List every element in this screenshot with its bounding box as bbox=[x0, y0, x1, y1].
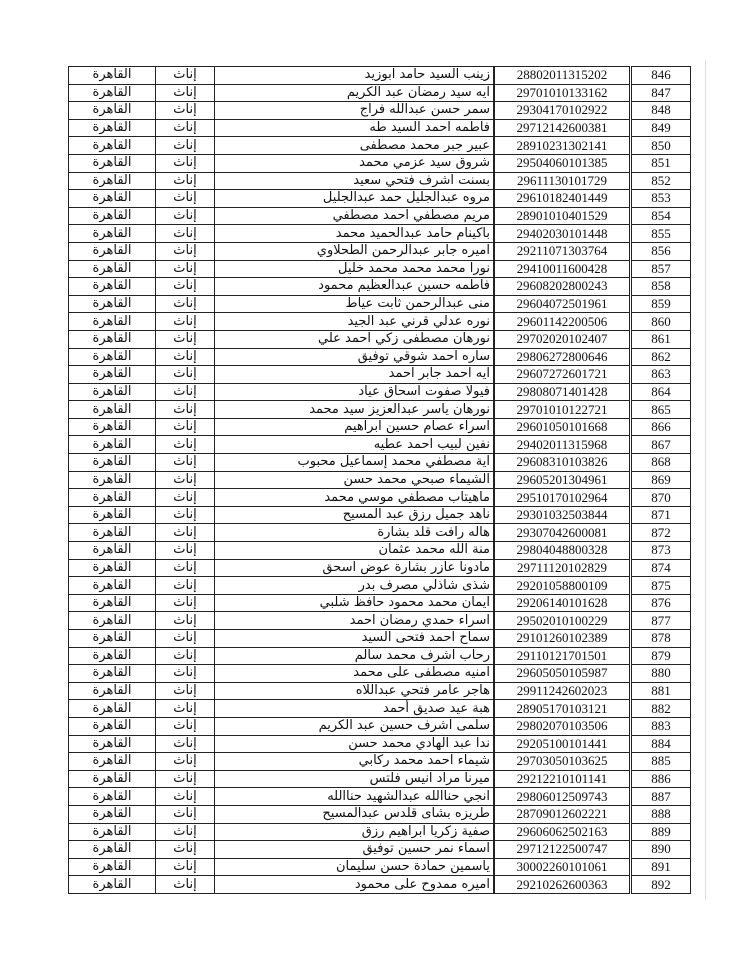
governorate-cell: القاهرة bbox=[69, 366, 156, 384]
name-cell: ساره احمد شوقي توفيق bbox=[215, 348, 495, 366]
name-cell: باكينام حامد عبدالحميد محمد bbox=[215, 225, 495, 243]
national-id-cell: 29510170102964 bbox=[494, 489, 631, 507]
gender-cell: إناث bbox=[156, 665, 215, 683]
national-id-cell: 29605050105987 bbox=[494, 665, 631, 683]
national-id-cell: 30002260101061 bbox=[494, 858, 631, 876]
table-row bbox=[69, 577, 691, 595]
governorate-cell: القاهرة bbox=[69, 700, 156, 718]
table-row bbox=[69, 805, 691, 823]
national-id-cell: 29201058800109 bbox=[494, 577, 631, 595]
gender-cell: إناث bbox=[156, 489, 215, 507]
governorate-cell: القاهرة bbox=[69, 630, 156, 648]
governorate-cell: القاهرة bbox=[69, 207, 156, 225]
name-cell: شروق سيد عزمي محمد bbox=[215, 154, 495, 172]
gender-cell: إناث bbox=[156, 717, 215, 735]
name-cell: اميره ممدوح على محمود bbox=[215, 876, 495, 894]
national-id-cell: 29402011315968 bbox=[494, 436, 631, 454]
governorate-cell: القاهرة bbox=[69, 137, 156, 155]
gender-cell: إناث bbox=[156, 330, 215, 348]
name-cell: ندا عبد الهادي محمد حسن bbox=[215, 735, 495, 753]
table-row bbox=[69, 401, 691, 419]
table-row bbox=[69, 190, 691, 208]
gender-cell: إناث bbox=[156, 542, 215, 560]
table-row bbox=[69, 823, 691, 841]
national-id-cell: 29911242602023 bbox=[494, 682, 631, 700]
row-number-cell: 864 bbox=[631, 383, 691, 401]
table-row bbox=[69, 594, 691, 612]
national-id-cell: 29712142600381 bbox=[494, 119, 631, 137]
governorate-cell: القاهرة bbox=[69, 542, 156, 560]
name-cell: زينب السيد حامد ابوزيد bbox=[215, 67, 495, 85]
table-row bbox=[69, 524, 691, 542]
name-cell: مادونا عازر بشارة عوض اسحق bbox=[215, 559, 495, 577]
governorate-cell: القاهرة bbox=[69, 823, 156, 841]
gender-cell: إناث bbox=[156, 700, 215, 718]
governorate-cell: القاهرة bbox=[69, 436, 156, 454]
governorate-cell: القاهرة bbox=[69, 858, 156, 876]
row-number-cell: 867 bbox=[631, 436, 691, 454]
table-row bbox=[69, 278, 691, 296]
table-row bbox=[69, 471, 691, 489]
governorate-cell: القاهرة bbox=[69, 577, 156, 595]
table-row bbox=[69, 454, 691, 472]
name-cell: هاجر عامر فتحي عبداللاه bbox=[215, 682, 495, 700]
name-cell: اسراء عصام حسين ابراهيم bbox=[215, 418, 495, 436]
national-id-cell: 28905170103121 bbox=[494, 700, 631, 718]
name-cell: ايه احمد جابر احمد bbox=[215, 366, 495, 384]
national-id-cell: 29712122500747 bbox=[494, 841, 631, 859]
row-number-cell: 891 bbox=[631, 858, 691, 876]
governorate-cell: القاهرة bbox=[69, 489, 156, 507]
gender-cell: إناث bbox=[156, 84, 215, 102]
national-id-cell: 29206140101628 bbox=[494, 594, 631, 612]
national-id-cell: 29804048800328 bbox=[494, 542, 631, 560]
gender-cell: إناث bbox=[156, 348, 215, 366]
name-cell: بسنت اشرف فتحي سعيد bbox=[215, 172, 495, 190]
gender-cell: إناث bbox=[156, 67, 215, 85]
table-row bbox=[69, 489, 691, 507]
name-cell: انجي حناالله عبدالشهيد حناالله bbox=[215, 788, 495, 806]
row-number-cell: 857 bbox=[631, 260, 691, 278]
gender-cell: إناث bbox=[156, 577, 215, 595]
name-cell: نوره عدلي قرني عبد الجيد bbox=[215, 313, 495, 331]
national-id-cell: 29702020102407 bbox=[494, 330, 631, 348]
national-id-cell: 29101260102389 bbox=[494, 630, 631, 648]
name-cell: مروه عبدالجليل حمد عبدالجليل bbox=[215, 190, 495, 208]
governorate-cell: القاهرة bbox=[69, 805, 156, 823]
row-number-cell: 860 bbox=[631, 313, 691, 331]
name-cell: شيماء احمد محمد ركابي bbox=[215, 753, 495, 771]
national-id-cell: 28709012602221 bbox=[494, 805, 631, 823]
row-number-cell: 886 bbox=[631, 770, 691, 788]
row-number-cell: 859 bbox=[631, 295, 691, 313]
governorate-cell: القاهرة bbox=[69, 682, 156, 700]
row-number-cell: 862 bbox=[631, 348, 691, 366]
gender-cell: إناث bbox=[156, 682, 215, 700]
name-cell: ياسمين حمادة حسن سليمان bbox=[215, 858, 495, 876]
table-row bbox=[69, 137, 691, 155]
national-id-cell: 29601142200506 bbox=[494, 313, 631, 331]
table-row bbox=[69, 612, 691, 630]
row-number-cell: 855 bbox=[631, 225, 691, 243]
gender-cell: إناث bbox=[156, 471, 215, 489]
row-number-cell: 861 bbox=[631, 330, 691, 348]
table-row bbox=[69, 665, 691, 683]
governorate-cell: القاهرة bbox=[69, 67, 156, 85]
national-id-cell: 29301032503844 bbox=[494, 506, 631, 524]
governorate-cell: القاهرة bbox=[69, 418, 156, 436]
gender-cell: إناث bbox=[156, 418, 215, 436]
table-row bbox=[69, 330, 691, 348]
name-cell: اية مصطفي محمد إسماعيل محبوب bbox=[215, 454, 495, 472]
national-id-cell: 29307042600081 bbox=[494, 524, 631, 542]
gender-cell: إناث bbox=[156, 454, 215, 472]
gender-cell: إناث bbox=[156, 172, 215, 190]
table-row bbox=[69, 876, 691, 894]
row-number-cell: 892 bbox=[631, 876, 691, 894]
table-row bbox=[69, 260, 691, 278]
name-cell: ايه سيد رمضان عبد الكريم bbox=[215, 84, 495, 102]
row-number-cell: 881 bbox=[631, 682, 691, 700]
governorate-cell: القاهرة bbox=[69, 313, 156, 331]
gender-cell: إناث bbox=[156, 612, 215, 630]
name-cell: منى عبدالرحمن ثابت عياط bbox=[215, 295, 495, 313]
row-number-cell: 853 bbox=[631, 190, 691, 208]
gender-cell: إناث bbox=[156, 313, 215, 331]
gender-cell: إناث bbox=[156, 858, 215, 876]
table-row bbox=[69, 788, 691, 806]
governorate-cell: القاهرة bbox=[69, 454, 156, 472]
table-row bbox=[69, 630, 691, 648]
gender-cell: إناث bbox=[156, 436, 215, 454]
national-id-cell: 28901010401529 bbox=[494, 207, 631, 225]
gender-cell: إناث bbox=[156, 225, 215, 243]
name-cell: رحاب اشرف محمد سالم bbox=[215, 647, 495, 665]
page-edge-line bbox=[705, 60, 706, 900]
national-id-cell: 29504060101385 bbox=[494, 154, 631, 172]
national-id-cell: 29604072501961 bbox=[494, 295, 631, 313]
table-row bbox=[69, 682, 691, 700]
row-number-cell: 876 bbox=[631, 594, 691, 612]
governorate-cell: القاهرة bbox=[69, 594, 156, 612]
governorate-cell: القاهرة bbox=[69, 471, 156, 489]
name-cell: امنيه مصطفى على محمد bbox=[215, 665, 495, 683]
names-table bbox=[68, 66, 691, 894]
national-id-cell: 29701010122721 bbox=[494, 401, 631, 419]
national-id-cell: 29210262600363 bbox=[494, 876, 631, 894]
row-number-cell: 875 bbox=[631, 577, 691, 595]
table-row bbox=[69, 225, 691, 243]
gender-cell: إناث bbox=[156, 770, 215, 788]
governorate-cell: القاهرة bbox=[69, 225, 156, 243]
table-row bbox=[69, 506, 691, 524]
row-number-cell: 872 bbox=[631, 524, 691, 542]
governorate-cell: القاهرة bbox=[69, 242, 156, 260]
national-id-cell: 29601050101668 bbox=[494, 418, 631, 436]
national-id-cell: 29205100101441 bbox=[494, 735, 631, 753]
name-cell: الشيماء صبحي محمد حسن bbox=[215, 471, 495, 489]
name-cell: شذى شاذلي مصرف بدر bbox=[215, 577, 495, 595]
row-number-cell: 882 bbox=[631, 700, 691, 718]
gender-cell: إناث bbox=[156, 295, 215, 313]
national-id-cell: 29611130101729 bbox=[494, 172, 631, 190]
governorate-cell: القاهرة bbox=[69, 119, 156, 137]
row-number-cell: 856 bbox=[631, 242, 691, 260]
name-cell: نورهان ياسر عبدالعزيز سيد محمد bbox=[215, 401, 495, 419]
national-id-cell: 29806012509743 bbox=[494, 788, 631, 806]
name-cell: مريم مصطفي احمد مصطفي bbox=[215, 207, 495, 225]
governorate-cell: القاهرة bbox=[69, 84, 156, 102]
national-id-cell: 29610182401449 bbox=[494, 190, 631, 208]
row-number-cell: 880 bbox=[631, 665, 691, 683]
name-cell: ايمان محمد محمود حافظ شلبي bbox=[215, 594, 495, 612]
governorate-cell: القاهرة bbox=[69, 348, 156, 366]
national-id-cell: 28802011315202 bbox=[494, 67, 631, 85]
row-number-cell: 874 bbox=[631, 559, 691, 577]
governorate-cell: القاهرة bbox=[69, 190, 156, 208]
governorate-cell: القاهرة bbox=[69, 506, 156, 524]
national-id-cell: 29502010100229 bbox=[494, 612, 631, 630]
name-cell: طريزه بشاى قلدس عبدالمسيح bbox=[215, 805, 495, 823]
row-number-cell: 888 bbox=[631, 805, 691, 823]
table-row bbox=[69, 119, 691, 137]
national-id-cell: 29606062502163 bbox=[494, 823, 631, 841]
name-cell: سمر حسن عبدالله فراج bbox=[215, 102, 495, 120]
gender-cell: إناث bbox=[156, 788, 215, 806]
name-cell: هاله رافت قلد بشارة bbox=[215, 524, 495, 542]
name-cell: سماح احمد فتحى السيد bbox=[215, 630, 495, 648]
gender-cell: إناث bbox=[156, 647, 215, 665]
row-number-cell: 873 bbox=[631, 542, 691, 560]
row-number-cell: 863 bbox=[631, 366, 691, 384]
gender-cell: إناث bbox=[156, 630, 215, 648]
gender-cell: إناث bbox=[156, 506, 215, 524]
national-id-cell: 29304170102922 bbox=[494, 102, 631, 120]
gender-cell: إناث bbox=[156, 823, 215, 841]
table-row bbox=[69, 242, 691, 260]
gender-cell: إناث bbox=[156, 242, 215, 260]
row-number-cell: 852 bbox=[631, 172, 691, 190]
governorate-cell: القاهرة bbox=[69, 841, 156, 859]
row-number-cell: 850 bbox=[631, 137, 691, 155]
gender-cell: إناث bbox=[156, 190, 215, 208]
row-number-cell: 870 bbox=[631, 489, 691, 507]
table-row bbox=[69, 348, 691, 366]
national-id-cell: 29701010133162 bbox=[494, 84, 631, 102]
gender-cell: إناث bbox=[156, 524, 215, 542]
row-number-cell: 847 bbox=[631, 84, 691, 102]
name-cell: هبة عيد صديق أحمد bbox=[215, 700, 495, 718]
name-cell: اسراء حمدي رمضان احمد bbox=[215, 612, 495, 630]
row-number-cell: 877 bbox=[631, 612, 691, 630]
governorate-cell: القاهرة bbox=[69, 295, 156, 313]
name-cell: اميره جابر عبدالرحمن الطحلاوي bbox=[215, 242, 495, 260]
governorate-cell: القاهرة bbox=[69, 753, 156, 771]
table-row bbox=[69, 735, 691, 753]
table-row bbox=[69, 102, 691, 120]
table-row bbox=[69, 207, 691, 225]
national-id-cell: 29608310103826 bbox=[494, 454, 631, 472]
governorate-cell: القاهرة bbox=[69, 717, 156, 735]
national-id-cell: 29211071303764 bbox=[494, 242, 631, 260]
table-row bbox=[69, 559, 691, 577]
gender-cell: إناث bbox=[156, 401, 215, 419]
gender-cell: إناث bbox=[156, 735, 215, 753]
national-id-cell: 29802070103506 bbox=[494, 717, 631, 735]
name-cell: فيولا صفوت اسحاق عياد bbox=[215, 383, 495, 401]
national-id-cell: 29703050103625 bbox=[494, 753, 631, 771]
governorate-cell: القاهرة bbox=[69, 102, 156, 120]
national-id-cell: 29212210101141 bbox=[494, 770, 631, 788]
row-number-cell: 878 bbox=[631, 630, 691, 648]
national-id-cell: 29608202800243 bbox=[494, 278, 631, 296]
gender-cell: إناث bbox=[156, 753, 215, 771]
governorate-cell: القاهرة bbox=[69, 559, 156, 577]
row-number-cell: 846 bbox=[631, 67, 691, 85]
gender-cell: إناث bbox=[156, 841, 215, 859]
national-id-cell: 29410011600428 bbox=[494, 260, 631, 278]
governorate-cell: القاهرة bbox=[69, 788, 156, 806]
table-row bbox=[69, 154, 691, 172]
national-id-cell: 29808071401428 bbox=[494, 383, 631, 401]
name-cell: ماهيتاب مصطفي موسي محمد bbox=[215, 489, 495, 507]
governorate-cell: القاهرة bbox=[69, 154, 156, 172]
table-row bbox=[69, 700, 691, 718]
gender-cell: إناث bbox=[156, 154, 215, 172]
row-number-cell: 890 bbox=[631, 841, 691, 859]
governorate-cell: القاهرة bbox=[69, 665, 156, 683]
row-number-cell: 858 bbox=[631, 278, 691, 296]
gender-cell: إناث bbox=[156, 260, 215, 278]
table-row bbox=[69, 383, 691, 401]
governorate-cell: القاهرة bbox=[69, 401, 156, 419]
national-id-cell: 29806272800646 bbox=[494, 348, 631, 366]
governorate-cell: القاهرة bbox=[69, 172, 156, 190]
governorate-cell: القاهرة bbox=[69, 612, 156, 630]
row-number-cell: 884 bbox=[631, 735, 691, 753]
gender-cell: إناث bbox=[156, 207, 215, 225]
name-cell: اسماء نمر حسين توفيق bbox=[215, 841, 495, 859]
table-row bbox=[69, 770, 691, 788]
governorate-cell: القاهرة bbox=[69, 735, 156, 753]
table-row bbox=[69, 366, 691, 384]
row-number-cell: 869 bbox=[631, 471, 691, 489]
gender-cell: إناث bbox=[156, 383, 215, 401]
row-number-cell: 865 bbox=[631, 401, 691, 419]
row-number-cell: 849 bbox=[631, 119, 691, 137]
governorate-cell: القاهرة bbox=[69, 524, 156, 542]
table-body bbox=[69, 67, 691, 894]
governorate-cell: القاهرة bbox=[69, 647, 156, 665]
row-number-cell: 851 bbox=[631, 154, 691, 172]
table-row bbox=[69, 841, 691, 859]
table-row bbox=[69, 295, 691, 313]
national-id-cell: 29110121701501 bbox=[494, 647, 631, 665]
name-cell: ناهد جميل رزق عبد المسيح bbox=[215, 506, 495, 524]
table-row bbox=[69, 418, 691, 436]
table-row bbox=[69, 436, 691, 454]
national-id-cell: 29711120102829 bbox=[494, 559, 631, 577]
name-cell: منة الله محمد عثمان bbox=[215, 542, 495, 560]
table-row bbox=[69, 172, 691, 190]
row-number-cell: 883 bbox=[631, 717, 691, 735]
row-number-cell: 854 bbox=[631, 207, 691, 225]
national-id-cell: 28910231302141 bbox=[494, 137, 631, 155]
name-cell: عبير جبر محمد مصطفى bbox=[215, 137, 495, 155]
governorate-cell: القاهرة bbox=[69, 278, 156, 296]
name-cell: فاطمه احمد السيد طه bbox=[215, 119, 495, 137]
governorate-cell: القاهرة bbox=[69, 383, 156, 401]
name-cell: فاطمه حسين عبدالعظيم محمود bbox=[215, 278, 495, 296]
name-cell: سلمى اشرف حسين عبد الكريم bbox=[215, 717, 495, 735]
row-number-cell: 848 bbox=[631, 102, 691, 120]
row-number-cell: 879 bbox=[631, 647, 691, 665]
gender-cell: إناث bbox=[156, 119, 215, 137]
governorate-cell: القاهرة bbox=[69, 260, 156, 278]
gender-cell: إناث bbox=[156, 137, 215, 155]
national-id-cell: 29402030101448 bbox=[494, 225, 631, 243]
governorate-cell: القاهرة bbox=[69, 770, 156, 788]
governorate-cell: القاهرة bbox=[69, 330, 156, 348]
name-cell: صفية زكريا ابراهيم رزق bbox=[215, 823, 495, 841]
gender-cell: إناث bbox=[156, 876, 215, 894]
row-number-cell: 871 bbox=[631, 506, 691, 524]
name-cell: نورا محمد محمد محمد خليل bbox=[215, 260, 495, 278]
governorate-cell: القاهرة bbox=[69, 876, 156, 894]
gender-cell: إناث bbox=[156, 559, 215, 577]
gender-cell: إناث bbox=[156, 366, 215, 384]
table-row bbox=[69, 67, 691, 85]
gender-cell: إناث bbox=[156, 278, 215, 296]
row-number-cell: 889 bbox=[631, 823, 691, 841]
row-number-cell: 885 bbox=[631, 753, 691, 771]
row-number-cell: 868 bbox=[631, 454, 691, 472]
row-number-cell: 866 bbox=[631, 418, 691, 436]
name-cell: نورهان مصطفى زكي احمد علي bbox=[215, 330, 495, 348]
national-id-cell: 29605201304961 bbox=[494, 471, 631, 489]
name-cell: نفين لبيب احمد عطيه bbox=[215, 436, 495, 454]
row-number-cell: 887 bbox=[631, 788, 691, 806]
table-row bbox=[69, 647, 691, 665]
table-row bbox=[69, 717, 691, 735]
gender-cell: إناث bbox=[156, 594, 215, 612]
national-id-cell: 29607272601721 bbox=[494, 366, 631, 384]
name-cell: ميرنا مراد انيس فلتس bbox=[215, 770, 495, 788]
table-row bbox=[69, 542, 691, 560]
gender-cell: إناث bbox=[156, 102, 215, 120]
table-row bbox=[69, 858, 691, 876]
table-row bbox=[69, 84, 691, 102]
table-row bbox=[69, 753, 691, 771]
table-row bbox=[69, 313, 691, 331]
gender-cell: إناث bbox=[156, 805, 215, 823]
